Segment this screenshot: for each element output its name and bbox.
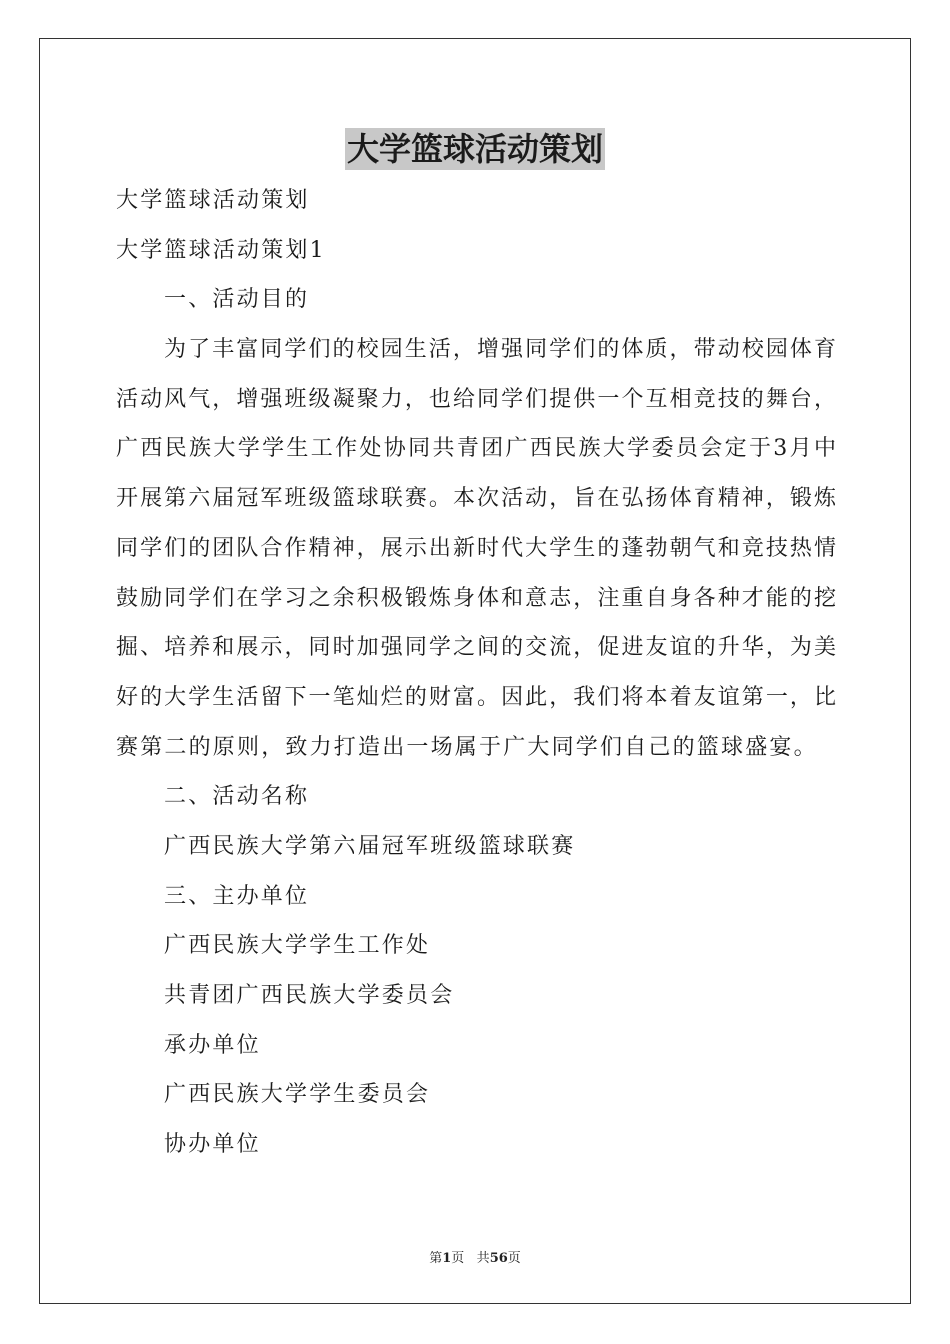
- text-line: 大学篮球活动策划: [116, 188, 310, 213]
- document-body: [116, 176, 836, 1170]
- text-line: 掘、培养和展示，同时加强同学之间的交流，促进友谊的升华，为美: [116, 635, 836, 661]
- text-line: 协办单位: [164, 1132, 261, 1158]
- footer-page-prefix: 第: [429, 1251, 443, 1266]
- text-line: 大学篮球活动策划1: [116, 237, 326, 263]
- text-line: 为了丰富同学们的校园生活，增强同学们的体质，带动校园体育: [164, 337, 836, 363]
- text-line: 广西民族大学学生工作处: [164, 933, 431, 959]
- text-line: 广西民族大学学生工作处协同共青团广西民族大学委员会定于3月中: [116, 436, 836, 462]
- document-title: 大学篮球活动策划: [346, 130, 603, 168]
- text-line: 三、主办单位: [164, 883, 310, 909]
- text-line: 广西民族大学学生委员会: [164, 1082, 431, 1108]
- text-line: 活动风气，增强班级凝聚力，也给同学们提供一个互相竞技的舞台，: [116, 386, 836, 412]
- page-footer: [0, 1247, 950, 1266]
- text-line: 承办单位: [164, 1032, 261, 1058]
- text-line: 二、活动名称: [164, 784, 310, 810]
- text-line: 赛第二的原则，致力打造出一场属于广大同学们自己的篮球盛宴。: [116, 734, 818, 760]
- footer-total-suffix: 页: [507, 1251, 521, 1266]
- footer-total-prefix: 共: [476, 1251, 490, 1266]
- footer-page-suffix: 页: [451, 1251, 465, 1266]
- text-line: 广西民族大学第六届冠军班级篮球联赛: [164, 833, 576, 859]
- text-line: 开展第六届冠军班级篮球联赛。本次活动，旨在弘扬体育精神，锻炼: [116, 486, 836, 512]
- text-line: 鼓励同学们在学习之余积极锻炼身体和意志，注重自身各种才能的挖: [116, 585, 836, 611]
- footer-page-number: 1: [442, 1251, 452, 1266]
- title-container: [0, 128, 950, 170]
- text-line: 同学们的团队合作精神，展示出新时代大学生的蓬勃朝气和竞技热情: [116, 535, 836, 561]
- footer-total-pages: 56: [489, 1251, 508, 1266]
- text-line: 好的大学生活留下一笔灿烂的财富。因此，我们将本着友谊第一，比: [116, 684, 836, 710]
- text-line: 一、活动目的: [164, 287, 310, 313]
- text-line: 共青团广西民族大学委员会: [164, 983, 455, 1008]
